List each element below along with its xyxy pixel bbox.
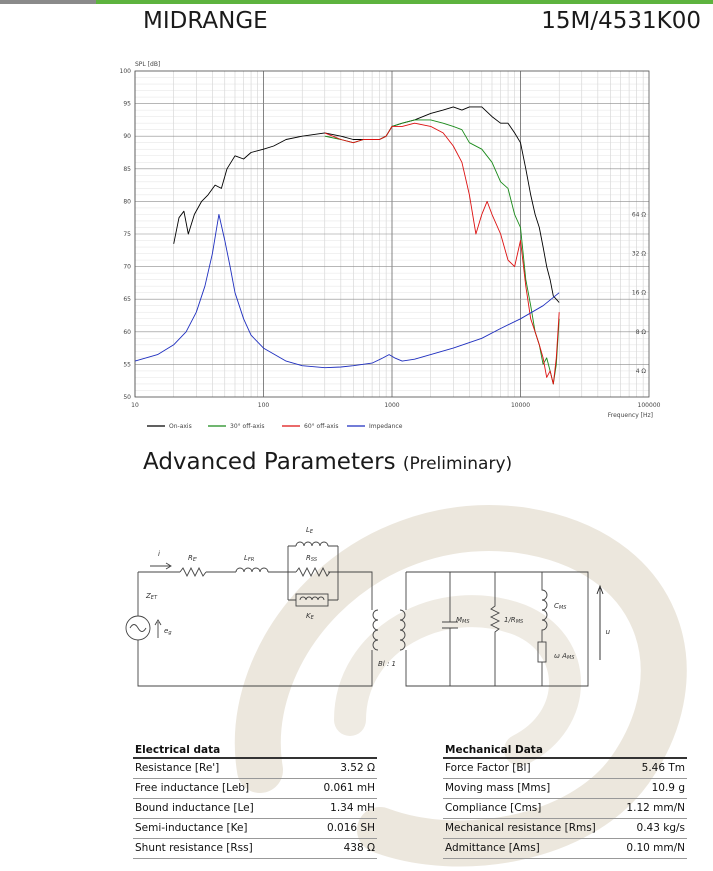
label-lfr-sub: FR xyxy=(247,557,255,563)
label-i: i xyxy=(158,550,160,558)
y-axis-label: SPL [dB] xyxy=(135,61,161,68)
top-bar-green xyxy=(96,0,713,4)
model-number: 15M/4531K00 xyxy=(541,8,701,34)
label-mms xyxy=(456,616,470,625)
transformer-primary xyxy=(373,610,378,650)
label-lfr xyxy=(244,554,254,563)
label-zet-sub: ET xyxy=(150,595,158,601)
mechanical-data-title: Mechanical Data xyxy=(443,744,687,758)
impedance-tick-label: 4 Ω xyxy=(635,367,646,375)
label-rms-sub: MS xyxy=(515,619,524,625)
electrical-header-row xyxy=(133,744,377,758)
label-le xyxy=(306,526,314,535)
table-row xyxy=(443,758,687,779)
label-ke-sub: E xyxy=(310,615,314,621)
impedance-tick-label: 32 Ω xyxy=(631,250,646,258)
param-label: Bound inductance [Le] xyxy=(133,799,301,819)
param-value: 3.52 Ω xyxy=(301,758,377,779)
param-label: Free inductance [Leb] xyxy=(133,779,301,799)
param-label: Resistance [Re'] xyxy=(133,758,301,779)
label-zet-main: Z xyxy=(146,592,151,600)
product-category: MIDRANGE xyxy=(143,8,268,34)
param-value: 1.34 mH xyxy=(301,799,377,819)
inductor-lfr xyxy=(236,568,268,572)
resistor-rss xyxy=(296,568,330,576)
label-mms-main: M xyxy=(456,616,463,624)
param-value: 438 Ω xyxy=(301,839,377,859)
param-value: 10.9 g xyxy=(617,779,687,799)
x-tick-label: 100 xyxy=(257,402,270,409)
label-bl: Bl : 1 xyxy=(378,660,397,668)
label-ke xyxy=(306,612,315,621)
param-label: Shunt resistance [Rss] xyxy=(133,839,301,859)
y-tick-label: 90 xyxy=(123,133,131,141)
label-eg xyxy=(164,627,172,636)
label-ke-main: K xyxy=(306,612,311,620)
table-row xyxy=(443,799,687,819)
param-value: 1.12 mm/N xyxy=(617,799,687,819)
impedance-tick-label: 16 Ω xyxy=(631,289,646,297)
param-label: Mechanical resistance [Rms] xyxy=(443,819,617,839)
impedance-tick-label: 8 Ω xyxy=(635,328,646,336)
label-ams-sub: MS xyxy=(566,655,575,661)
y-tick-label: 65 xyxy=(123,296,131,304)
y-tick-label: 75 xyxy=(123,231,131,238)
electrical-data-table xyxy=(133,744,377,859)
wire-secondary xyxy=(406,572,588,686)
semi-inductance-ke-coil xyxy=(300,597,324,600)
y-tick-label: 70 xyxy=(123,263,131,271)
top-accent-bar xyxy=(0,0,713,4)
resistor-rms xyxy=(491,572,499,686)
label-re xyxy=(188,554,197,563)
table-row xyxy=(133,779,377,799)
label-le-sub: E xyxy=(309,529,314,535)
y-tick-label: 100 xyxy=(119,68,131,75)
label-lfr-main: L xyxy=(244,554,248,562)
table-row xyxy=(133,799,377,819)
label-rms-main: 1/R xyxy=(504,616,516,624)
label-le-main: L xyxy=(306,526,310,534)
x-tick-label: 1000 xyxy=(384,402,400,409)
advanced-subtitle-text: (Preliminary) xyxy=(402,454,513,474)
y-tick-label: 85 xyxy=(123,165,131,173)
param-value: 0.061 mH xyxy=(301,779,377,799)
label-ams-main: ω A xyxy=(554,652,567,660)
transformer-secondary xyxy=(400,610,405,650)
top-bar-gray xyxy=(0,0,96,4)
label-cms-sub: MS xyxy=(558,605,567,611)
label-cms-main: C xyxy=(554,602,559,610)
param-label: Moving mass [Mms] xyxy=(443,779,617,799)
wire-lfr-branch xyxy=(268,546,296,600)
voltage-source-wave xyxy=(130,625,146,632)
param-value: 0.016 SH xyxy=(301,819,377,839)
current-arrow-icon xyxy=(150,563,171,569)
label-rms xyxy=(504,616,524,625)
legend-label: On-axis xyxy=(169,423,192,430)
velocity-arrow-icon xyxy=(597,586,603,660)
legend-label: Impedance xyxy=(369,423,403,430)
admittance-ams xyxy=(538,642,546,662)
table-row xyxy=(133,819,377,839)
electrical-data-title: Electrical data xyxy=(133,744,377,758)
label-zet xyxy=(145,592,158,601)
x-tick-label: 10 xyxy=(131,402,139,409)
label-mms-sub: MS xyxy=(462,619,470,625)
y-tick-label: 95 xyxy=(123,100,131,108)
label-rss xyxy=(306,554,318,563)
legend-label: 60° off-axis xyxy=(304,423,339,430)
x-tick-label: 10000 xyxy=(510,402,531,409)
param-value: 0.10 mm/N xyxy=(617,839,687,859)
y-tick-label: 50 xyxy=(123,394,131,401)
grid-major-lines xyxy=(135,71,649,397)
label-ams xyxy=(554,652,575,661)
table-row xyxy=(133,758,377,779)
label-re-main: R xyxy=(188,554,193,562)
advanced-title-text: Advanced Parameters xyxy=(143,449,396,475)
label-eg-sub: g xyxy=(168,630,172,636)
param-label: Force Factor [Bl] xyxy=(443,758,617,779)
param-value: 5.46 Tm xyxy=(617,758,687,779)
eg-arrow-icon xyxy=(155,620,161,638)
inductor-cms xyxy=(542,572,547,642)
equivalent-circuit-diagram xyxy=(110,510,610,700)
param-label: Compliance [Cms] xyxy=(443,799,617,819)
label-cms xyxy=(554,602,567,611)
param-label: Semi-inductance [Ke] xyxy=(133,819,301,839)
y-tick-label: 80 xyxy=(123,198,131,206)
label-rss-main: R xyxy=(306,554,311,562)
mechanical-header-row xyxy=(443,744,687,758)
chart-legend xyxy=(147,423,403,430)
label-eg-main: e xyxy=(164,627,169,635)
legend-label: 30° off-axis xyxy=(230,423,265,430)
table-row xyxy=(443,819,687,839)
y-tick-label: 55 xyxy=(123,361,131,369)
inductor-le xyxy=(296,542,328,546)
wire-branch-right xyxy=(328,546,372,610)
impedance-tick-label: 64 Ω xyxy=(631,211,646,219)
param-label: Admittance [Ams] xyxy=(443,839,617,859)
x-axis-label: Frequency [Hz] xyxy=(607,412,653,419)
label-re-sub: E' xyxy=(192,557,198,563)
wire-primary-bottom xyxy=(138,640,372,686)
resistor-re xyxy=(180,568,206,576)
capacitor-mms xyxy=(442,572,458,686)
series-layer xyxy=(135,107,559,384)
x-tick-label: 100000 xyxy=(637,402,661,409)
mechanical-data-table xyxy=(443,744,687,859)
table-row xyxy=(443,839,687,859)
param-value: 0.43 kg/s xyxy=(617,819,687,839)
y-tick-label: 60 xyxy=(123,328,131,336)
label-u: u xyxy=(605,628,610,636)
label-rss-sub: SS xyxy=(310,557,318,563)
table-row xyxy=(133,839,377,859)
frequency-response-chart xyxy=(0,50,713,440)
table-row xyxy=(443,779,687,799)
